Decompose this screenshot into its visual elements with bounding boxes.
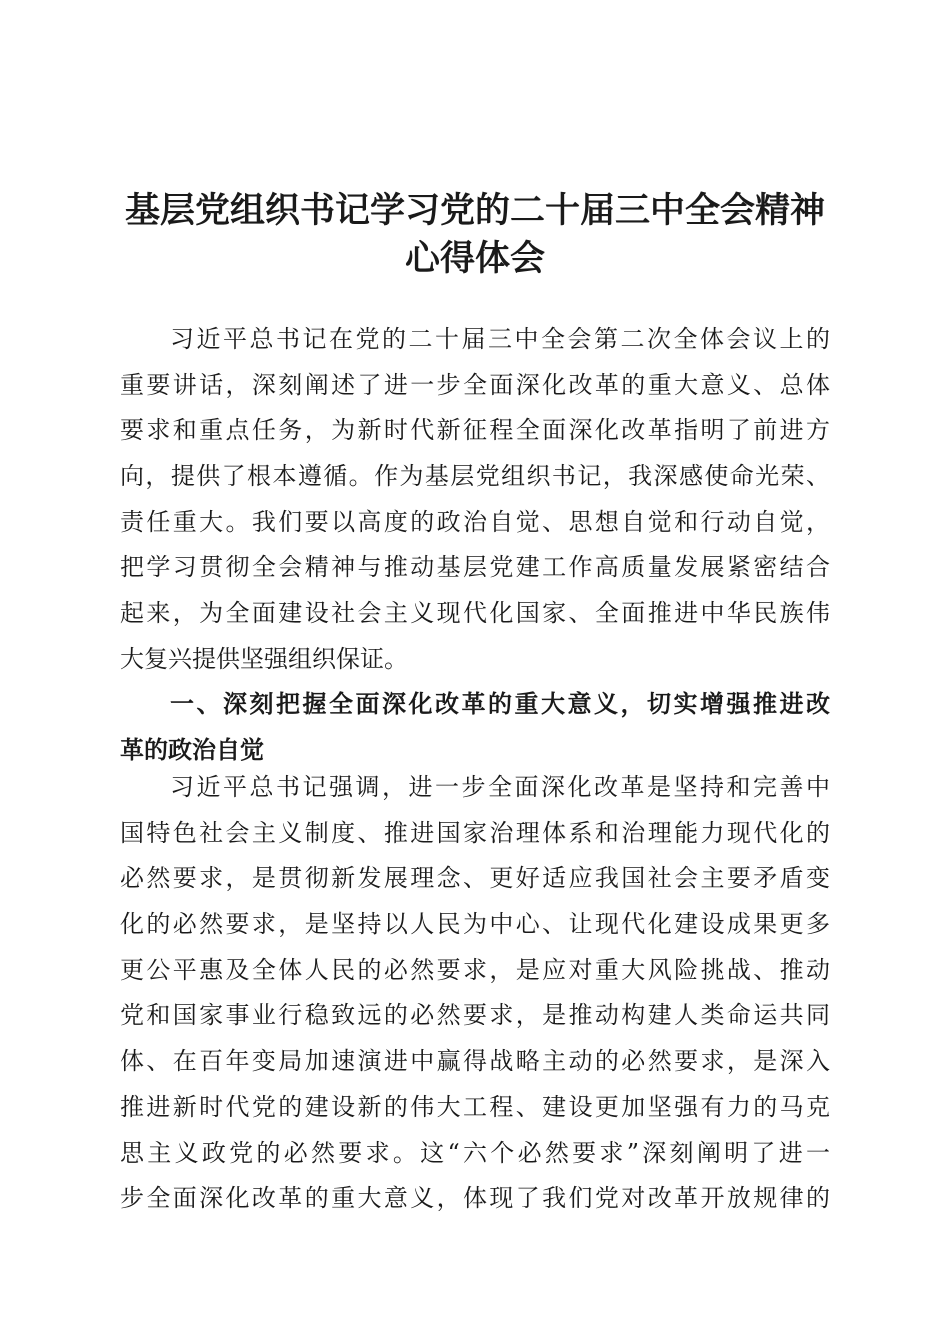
- paragraph-line: 体、在百年变局加速演进中赢得战略主动的必然要求，是深入: [120, 1047, 830, 1076]
- paragraph-line: 必然要求，是贯彻新发展理念、更好适应我国社会主要矛盾变: [120, 864, 830, 893]
- paragraph-line: 国特色社会主义制度、推进国家治理体系和治理能力现代化的: [120, 818, 830, 847]
- paragraph-line: 重要讲话，深刻阐述了进一步全面深化改革的重大意义、总体: [120, 370, 830, 399]
- paragraph-section-1: [120, 765, 830, 1222]
- section-heading-1: [120, 682, 830, 773]
- paragraph-line: 大复兴提供坚强组织保证。: [120, 644, 408, 673]
- paragraph-line: 更公平惠及全体人民的必然要求，是应对重大风险挑战、推动: [120, 955, 830, 984]
- paragraph-line: 推进新时代党的建设新的伟大工程、建设更加坚强有力的马克: [120, 1092, 830, 1121]
- paragraph-line: 把学习贯彻全会精神与推动基层党建工作高质量发展紧密结合: [120, 553, 830, 582]
- paragraph-line: 要求和重点任务，为新时代新征程全面深化改革指明了前进方: [120, 416, 830, 445]
- paragraph-line: 习近平总书记在党的二十届三中全会第二次全体会议上的: [170, 325, 830, 353]
- paragraph-line: 责任重大。我们要以高度的政治自觉、思想自觉和行动自觉，: [120, 507, 830, 536]
- paragraph-line: 起来，为全面建设社会主义现代化国家、全面推进中华民族伟: [120, 599, 830, 628]
- heading-line: 革的政治自觉: [120, 735, 264, 764]
- paragraph-line: 思主义政党的必然要求。这“六个必然要求”深刻阐明了进一: [120, 1138, 830, 1167]
- title-line-1: 基层党组织书记学习党的二十届三中全会精神: [124, 191, 825, 231]
- paragraph-line: 党和国家事业行稳致远的必然要求，是推动构建人类命运共同: [120, 1001, 830, 1030]
- title-line-2: 心得体会: [404, 239, 545, 279]
- paragraph-line: 习近平总书记强调，进一步全面深化改革是坚持和完善中: [170, 773, 830, 801]
- paragraph-line: 化的必然要求，是坚持以人民为中心、让现代化建设成果更多: [120, 910, 830, 939]
- paragraph-line: 向，提供了根本遵循。作为基层党组织书记，我深感使命光荣、: [120, 462, 830, 491]
- paragraph-line: 步全面深化改革的重大意义，体现了我们党对改革开放规律的: [120, 1184, 830, 1213]
- document-title: [100, 187, 850, 283]
- heading-line: 一、深刻把握全面深化改革的重大意义，切实增强推进改: [170, 690, 830, 718]
- paragraph-intro: [120, 317, 830, 683]
